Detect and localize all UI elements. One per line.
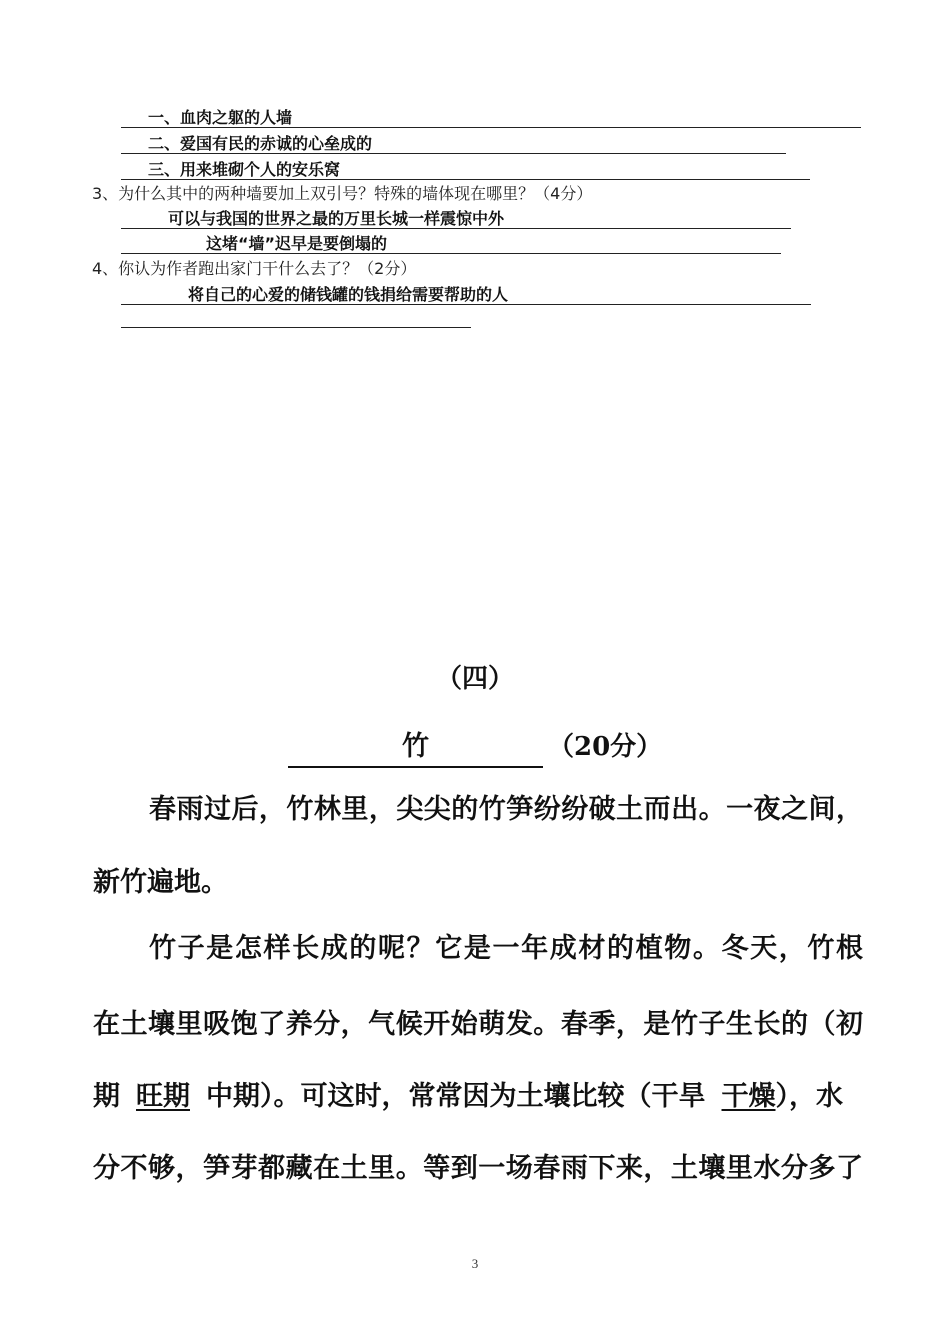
answer-q3-line-2: 这堵“墙”迟早是要倒塌的 [206, 234, 388, 253]
answer-q2-line-2: 二、爱国有民的赤诚的心垒成的 [148, 134, 373, 153]
question-4: 4、你认为作者跑出家门干什么去了？（2分） [92, 259, 417, 278]
passage-line: 分不够，笋芽都藏在土里。等到一场春雨下来，土壤里水分多了 [93, 1153, 863, 1184]
passage-line: 春雨过后，竹林里，尖尖的竹笋纷纷破土而出。一夜之间， [149, 794, 863, 825]
passage-line: 竹子是怎样长成的呢？它是一年成材的植物。冬天，竹根 [149, 933, 863, 964]
passage-text: 期 [93, 1081, 120, 1112]
section-score: （20分） [548, 732, 663, 762]
answer-underline [121, 127, 861, 128]
title-underline [288, 766, 543, 768]
essay-title: 竹 [402, 731, 429, 762]
answer-q3-line-1: 可以与我国的世界之最的万里长城一样震惊中外 [168, 209, 505, 228]
answer-underline [121, 228, 791, 229]
passage-text: 中期）。可这时，常常因为土壤比较（干旱 [206, 1081, 706, 1112]
passage-line: 新竹遍地。 [93, 867, 228, 898]
answer-underline [121, 179, 810, 180]
answer-underline [121, 304, 811, 305]
passage-text: ），水 [775, 1081, 843, 1112]
passage-line [93, 1080, 863, 1114]
answer-underline [121, 253, 781, 254]
answer-q2-line-1: 一、血肉之躯的人墙 [148, 108, 293, 127]
answer-underline [121, 327, 471, 328]
answer-underline [121, 153, 786, 154]
answer-q4-line-1: 将自己的心爱的储钱罐的钱捐给需要帮助的人 [188, 285, 509, 304]
passage-line: 在土壤里吸饱了养分，气候开始萌发。春季，是竹子生长的（初 [93, 1009, 863, 1040]
answer-choice-underlined: 旺期 [136, 1081, 190, 1112]
answer-choice-underlined: 干燥 [721, 1081, 776, 1112]
question-3: 3、为什么其中的两种墙要加上双引号？特殊的墙体现在哪里？（4分） [92, 184, 593, 203]
section-number: （四） [435, 664, 514, 694]
page-number: 3 [471, 1256, 479, 1271]
answer-q2-line-3: 三、用来堆砌个人的安乐窝 [148, 160, 341, 179]
